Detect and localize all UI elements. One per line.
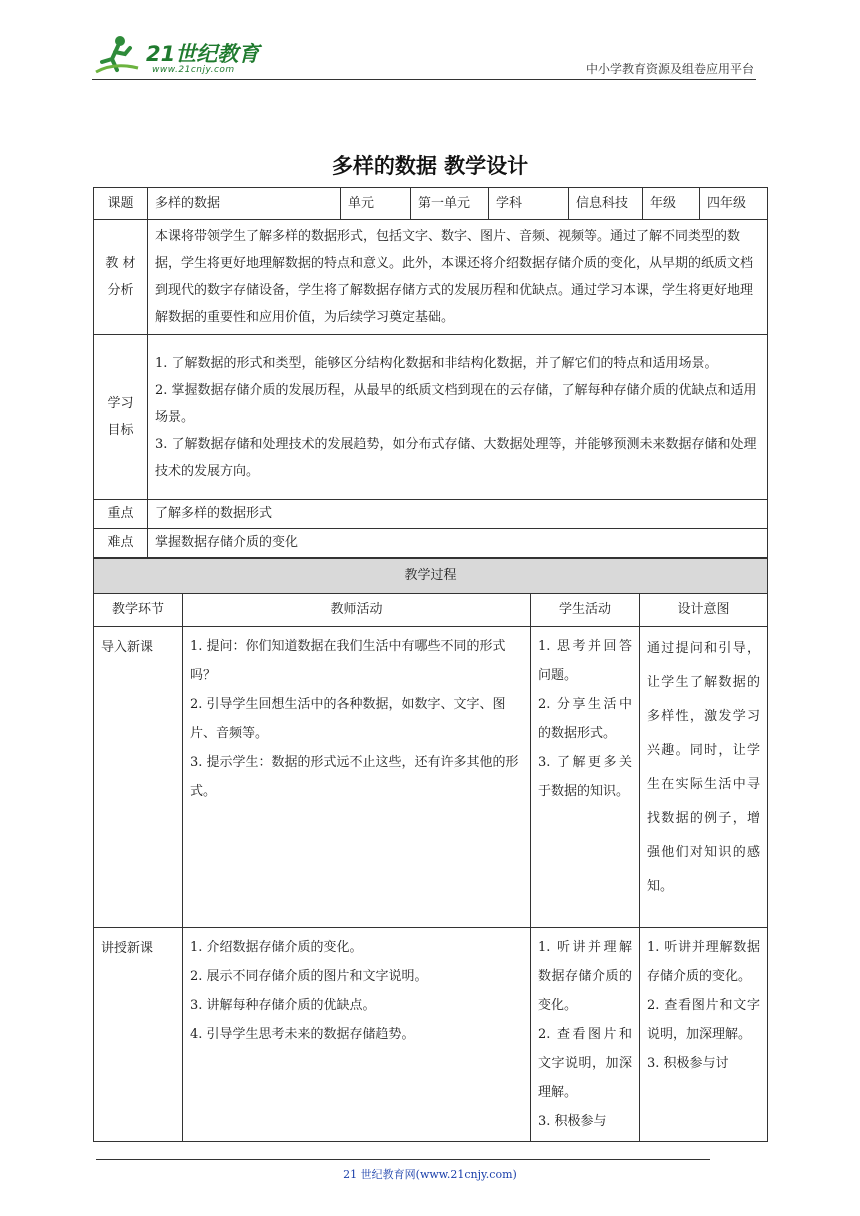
teacher-step: 2. 引导学生回想生活中的各种数据，如数字、文字、图片、音频等。	[190, 697, 506, 741]
learning-goals-list	[148, 335, 768, 500]
logo-text: 21世纪教育	[146, 42, 260, 66]
learning-goals-row	[94, 335, 768, 500]
intent-step: 2. 查看图片和文字说明，加深理解。	[647, 998, 761, 1042]
footer-divider	[96, 1159, 710, 1160]
goal-item: 2. 掌握数据存储介质的发展历程，从最早的纸质文档到现在的云存储，了解每种存储介质的优缺点和适用场景。	[155, 382, 757, 425]
material-analysis-row	[94, 220, 768, 335]
design-intent-new-lesson	[640, 928, 768, 1142]
difficulty-label: 难点	[94, 529, 148, 558]
logo-url: www.21cnjy.com	[152, 65, 235, 75]
lesson-info-table	[93, 187, 768, 558]
student-step: 1. 思考并回答问题。	[538, 639, 632, 683]
teacher-activity-new-lesson	[183, 928, 531, 1142]
goals-label-line-2: 目标	[107, 423, 134, 438]
material-label-line-1: 教 材	[105, 256, 136, 271]
column-header-intent: 设计意图	[640, 594, 768, 627]
student-step: 3. 积极参与	[538, 1114, 607, 1129]
topic-value: 多样的数据	[148, 188, 341, 220]
teacher-step: 3. 讲解每种存储介质的优缺点。	[190, 998, 376, 1013]
unit-label: 单元	[341, 188, 411, 220]
goals-label-line-1: 学习	[107, 396, 134, 411]
student-activity-new-lesson	[531, 928, 640, 1142]
key-point-value: 了解多样的数据形式	[148, 500, 768, 529]
goal-item: 1. 了解数据的形式和类型，能够区分结构化数据和非结构化数据，并了解它们的特点和适用场景。	[155, 355, 718, 371]
teacher-step: 3. 提示学生：数据的形式远不止这些，还有许多其他的形式。	[190, 755, 519, 799]
material-label-line-2: 分析	[107, 283, 134, 298]
material-analysis-text: 本课将带领学生了解多样的数据形式，包括文字、数字、图片、音频、视频等。通过了解不同类型的数据，学生将更好地理解数据的特点和意义。此外，本课还将介绍数据存储介质的变化，从早期的纸质文档到现代的数字存储设备，学生将了解数据存储方式的发展历程和优缺点。通过学习本课，学生将更好地理解数据的重要性和应用价值，为后续学习奠定基础。	[148, 220, 768, 335]
process-heading: 教学过程	[94, 559, 768, 594]
basic-info-row	[94, 188, 768, 220]
teacher-activity-intro	[183, 627, 531, 928]
difficulty-value: 掌握数据存储介质的变化	[148, 529, 768, 558]
process-row-new-lesson	[94, 928, 768, 1142]
student-step: 3. 了解更多关于数据的知识。	[538, 755, 632, 799]
teacher-step: 1. 介绍数据存储介质的变化。	[190, 940, 363, 955]
material-label	[94, 220, 148, 335]
topic-label: 课题	[94, 188, 148, 220]
header-divider	[92, 79, 756, 80]
column-header-stage: 教学环节	[94, 594, 183, 627]
column-header-teacher: 教师活动	[183, 594, 531, 627]
key-point-row	[94, 500, 768, 529]
document-title: 多样的数据 教学设计	[331, 154, 529, 178]
key-point-label: 重点	[94, 500, 148, 529]
stage-new-lesson: 讲授新课	[94, 928, 183, 1142]
page-header	[0, 0, 860, 90]
subject-value: 信息科技	[569, 188, 643, 220]
teacher-step: 1. 提问：你们知道数据在我们生活中有哪些不同的形式吗？	[190, 639, 506, 683]
process-heading-row	[94, 559, 768, 594]
teacher-step: 2. 展示不同存储介质的图片和文字说明。	[190, 969, 428, 984]
design-intent-intro: 通过提问和引导，让学生了解数据的多样性，激发学习兴趣。同时，让学生在实际生活中寻找数据的例子，增强他们对知识的感知。	[640, 627, 768, 928]
unit-value: 第一单元	[411, 188, 489, 220]
intent-step: 1. 听讲并理解数据存储介质的变化。	[647, 940, 761, 984]
student-activity-intro	[531, 627, 640, 928]
subject-label: 学科	[489, 188, 569, 220]
stage-intro: 导入新课	[94, 627, 183, 928]
platform-name: 中小学教育资源及组卷应用平台	[585, 62, 754, 76]
student-step: 1. 听讲并理解数据存储介质的变化。	[538, 940, 632, 1013]
teaching-process-table	[93, 558, 768, 1142]
process-column-headers	[94, 594, 768, 627]
column-header-student: 学生活动	[531, 594, 640, 627]
student-step: 2. 分享生活中的数据形式。	[538, 697, 632, 741]
runner-logo-icon	[92, 32, 148, 76]
intent-step: 3. 积极参与讨	[647, 1056, 729, 1071]
goal-item: 3. 了解数据存储和处理技术的发展趋势，如分布式存储、大数据处理等，并能够预测未来数据存储和处理技术的发展方向。	[155, 436, 757, 479]
site-logo[interactable]	[92, 32, 267, 80]
goals-label	[94, 335, 148, 500]
grade-value: 四年级	[700, 188, 768, 220]
teacher-step: 4. 引导学生思考未来的数据存储趋势。	[190, 1027, 415, 1042]
process-row-intro	[94, 627, 768, 928]
student-step: 2. 查看图片和文字说明，加深理解。	[538, 1027, 632, 1100]
footer-link[interactable]: 21 世纪教育网(www.21cnjy.com)	[343, 1168, 517, 1181]
grade-label: 年级	[643, 188, 700, 220]
difficulty-row	[94, 529, 768, 558]
